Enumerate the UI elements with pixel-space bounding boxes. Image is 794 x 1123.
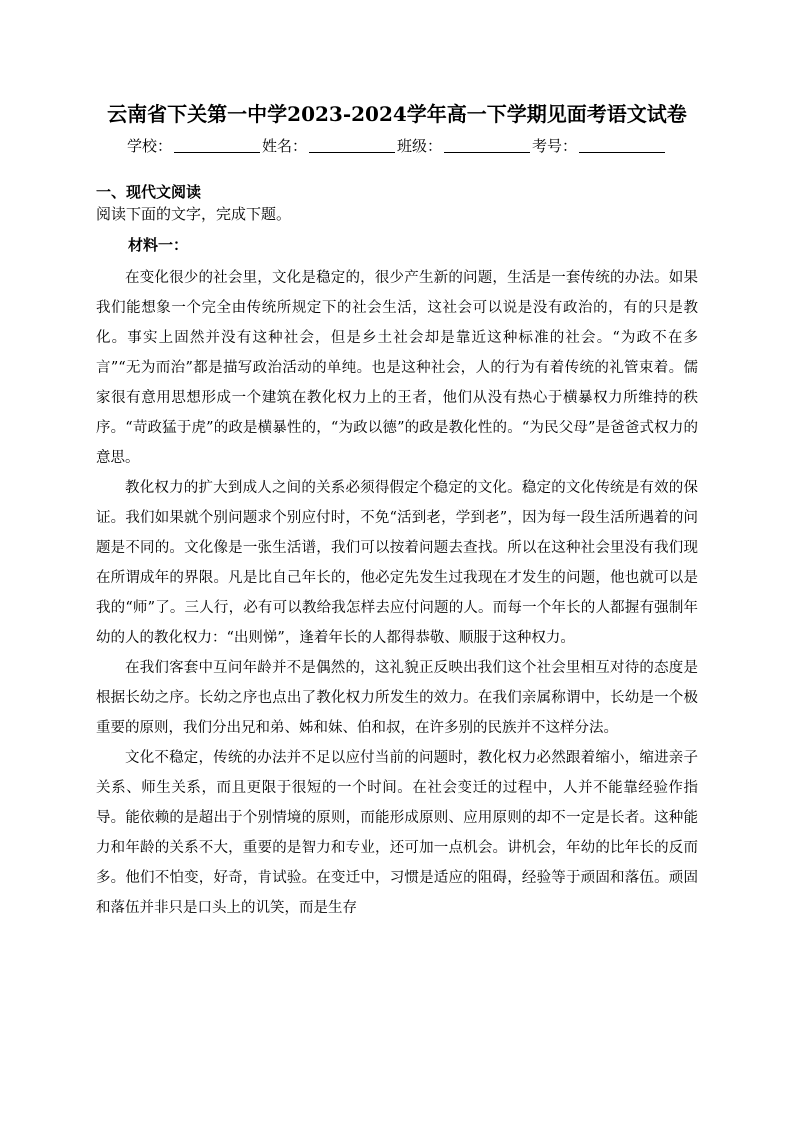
exam-number-label: 考号： bbox=[532, 137, 578, 155]
passage-paragraph: 在变化很少的社会里，文化是稳定的，很少产生新的问题，生活是一套传统的办法。如果我们能想象一个完全由传统所规定下的社会生活，这社会可以说是没有政治的，有的只是教化。事实上固然并没有这种社会，但是乡土社会却是靠近这种标准的社会。“为政不在多言”“无为而治”都是描写政治活动的单纯。也是这种社会，人的行为有着传统的礼管束着。儒家很有意用思想形成一个建筑在教化权力上的王者，他们从没有热心于横暴权力所维持的秩序。“苛政猛于虎”的政是横暴性的，“为政以德”的政是教化性的。“为民父母”是爸爸式权力的意思。 bbox=[96, 270, 698, 466]
passage-paragraph: 在我们客套中互问年龄并不是偶然的，这礼貌正反映出我们这个社会里相互对待的态度是根据长幼之序。长幼之序也点出了教化权力所发生的效力。在我们亲属称谓中，长幼是一个极重要的原则，我们分出兄和弟、姊和妹、伯和叔，在许多别的民族并不这样分法。 bbox=[96, 660, 698, 736]
reading-passage bbox=[96, 263, 698, 923]
exam-number-blank[interactable] bbox=[579, 138, 665, 153]
section-instruction: 阅读下面的文字，完成下题。 bbox=[96, 205, 292, 223]
section-heading: 一、现代文阅读 bbox=[96, 183, 202, 201]
school-label: 学校： bbox=[126, 137, 172, 155]
name-label: 姓名： bbox=[261, 137, 307, 155]
class-label: 班级： bbox=[397, 137, 443, 155]
passage-paragraph: 教化权力的扩大到成人之间的关系必须得假定个稳定的文化。稳定的文化传统是有效的保证。我们如果就个别问题求个别应付时，不免“活到老，学到老”，因为每一段生活所遇着的问题是不同的。文化像是一张生活谱，我们可以按着问题去查找。所以在这种社会里没有我们现在所谓成年的界限。凡是比自己年长的，他必定先发生过我现在才发生的问题，他也就可以是我的“师”了。三人行，必有可以教给我怎样去应付问题的人。而每一个年长的人都握有强制年幼的人的教化权力：“出则悌”，逢着年长的人都得恭敬、顺服于这种权力。 bbox=[96, 480, 698, 646]
school-blank[interactable] bbox=[174, 138, 260, 153]
name-blank[interactable] bbox=[309, 138, 395, 153]
student-info-line bbox=[0, 134, 794, 158]
exam-title: 云南省下关第一中学2023-2024学年高一下学期见面考语文试卷 bbox=[107, 102, 687, 126]
class-blank[interactable] bbox=[444, 138, 530, 153]
material-label: 材料一： bbox=[128, 236, 189, 254]
passage-paragraph: 文化不稳定，传统的办法并不足以应付当前的问题时，教化权力必然跟着缩小，缩进亲子关系、师生关系，而且更限于很短的一个时间。在社会变迁的过程中，人并不能靠经验作指导。能依赖的是超出于个别情境的原则，而能形成原则、应用原则的却不一定是长者。这种能力和年龄的关系不大，重要的是智力和专业，还可加一点机会。讲机会，年幼的比年长的反而多。他们不怕变，好奇，肯试验。在变迁中，习惯是适应的阻碍，经验等于顽固和落伍。顽固和落伍并非只是口头上的讥笑，而是生存 bbox=[96, 750, 698, 916]
